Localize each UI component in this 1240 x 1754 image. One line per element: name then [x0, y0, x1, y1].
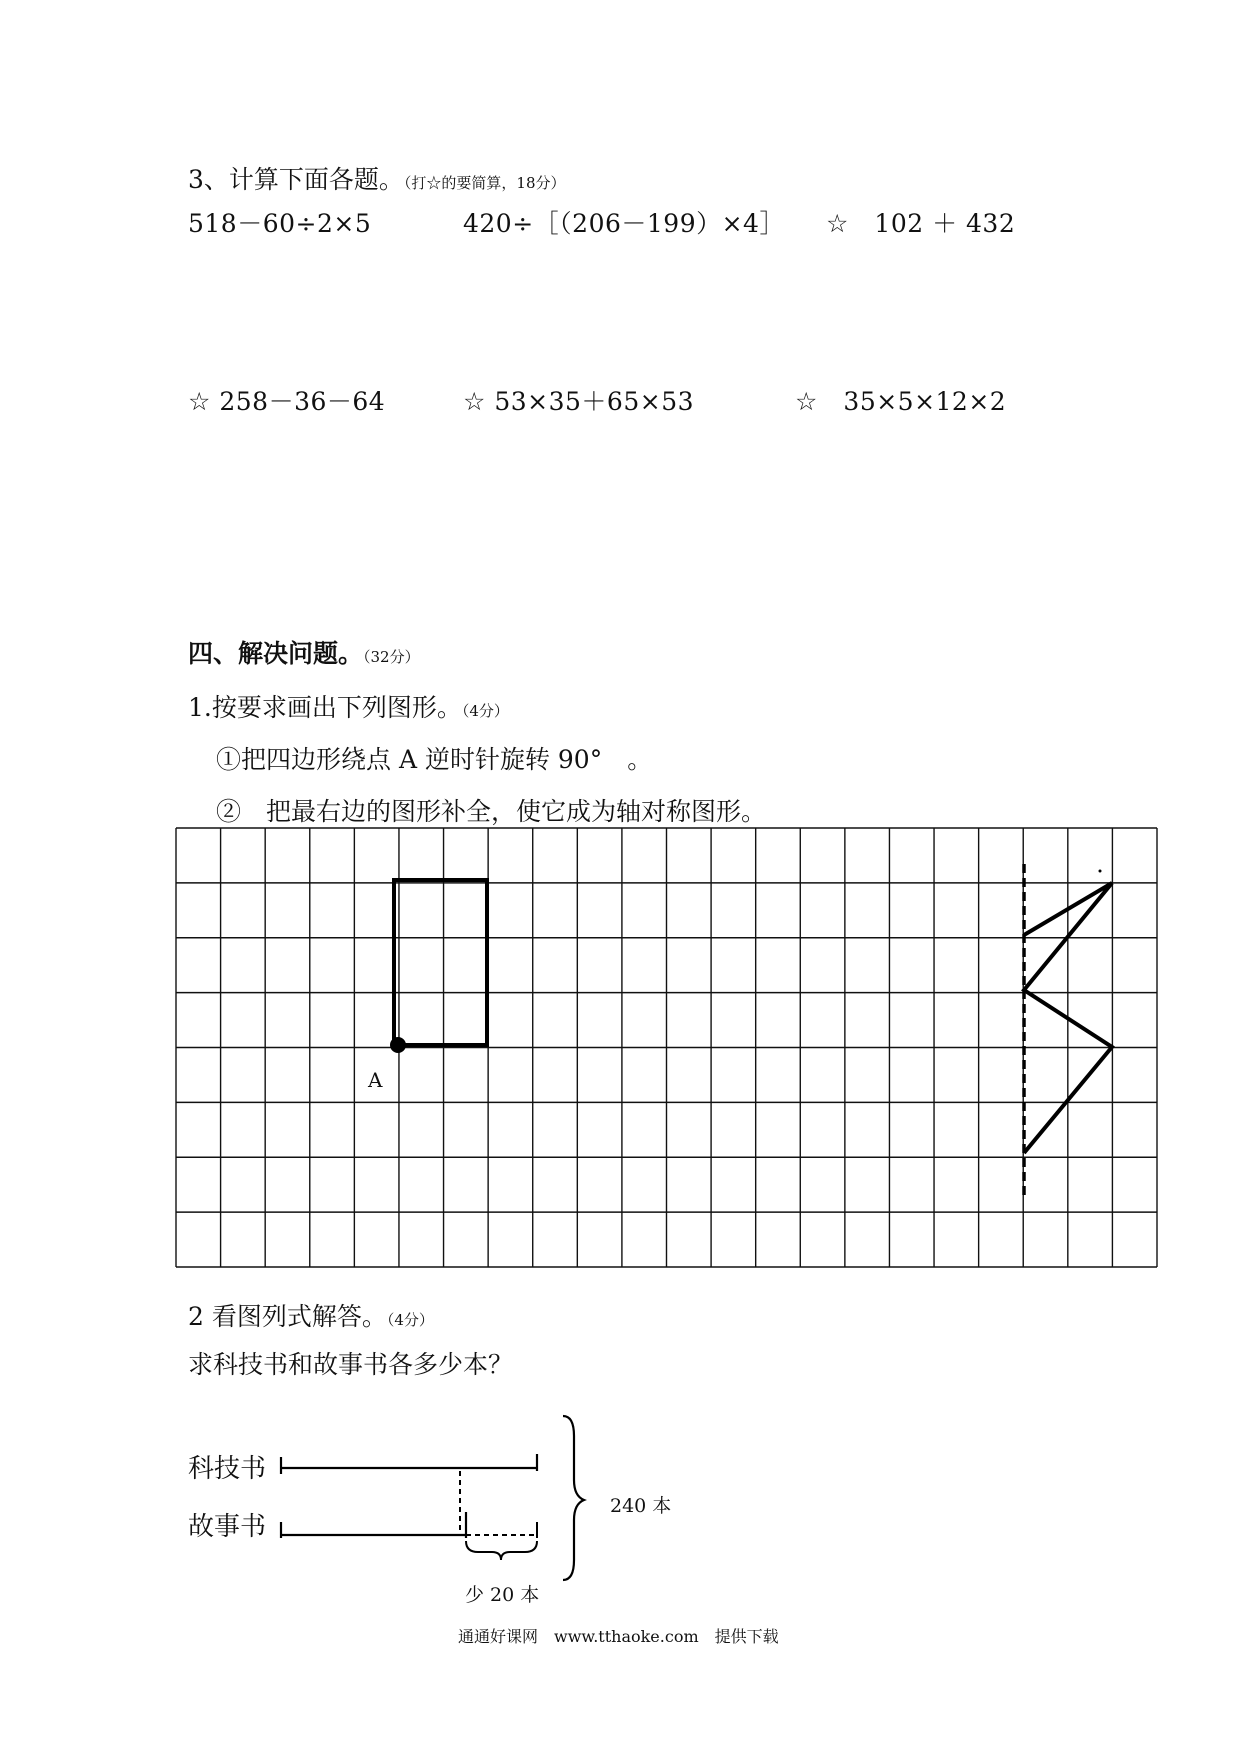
expr-3: ☆ 102 ＋ 432	[826, 209, 1016, 238]
label-science: 科技书	[188, 1454, 267, 1484]
label-story: 故事书	[188, 1512, 267, 1542]
q1-item1: ①把四边形绕点 A 逆时针旋转 90° 。	[216, 745, 653, 774]
q1-item2: ② 把最右边的图形补全，使它成为轴对称图形。	[216, 797, 767, 826]
q1-score: （4分）	[461, 702, 509, 720]
section3-title-text: 3、计算下面各题。	[188, 165, 404, 194]
q1-title-text: 1.按要求画出下列图形。	[188, 693, 462, 722]
point-a-label: A	[368, 1068, 383, 1092]
grid-lines	[176, 828, 1157, 1267]
expr-1: 518－60÷2×5	[188, 209, 372, 238]
segment-diagram	[281, 1416, 584, 1580]
section4-title-text: 四、解决问题。	[188, 639, 364, 668]
q2-score: （4分）	[386, 1311, 434, 1329]
section3-note: （打☆的要简算，18分）	[403, 174, 566, 192]
q2-title	[188, 1297, 434, 1333]
expr-4: ☆ 258－36－64	[188, 387, 386, 416]
quadrilateral	[394, 880, 487, 1045]
footer: 通通好课网 www.tthaoke.com 提供下载	[458, 1627, 779, 1646]
expr-5: ☆ 53×35＋65×53	[463, 387, 694, 416]
q2-question: 求科技书和故事书各多少本？	[188, 1350, 514, 1379]
total-brace	[563, 1416, 584, 1580]
stray-dot	[1099, 870, 1102, 873]
expr-2: 420÷［（206－199）×4］	[463, 209, 785, 238]
diff-label: 少 20 本	[465, 1584, 540, 1606]
total-label: 240 本	[610, 1495, 672, 1517]
point-a-dot	[390, 1037, 406, 1053]
expr-6: ☆ 35×5×12×2	[795, 387, 1007, 416]
diff-brace	[466, 1541, 537, 1560]
q2-title-text: 2 看图列式解答。	[188, 1302, 387, 1331]
section4-score: （32分）	[363, 648, 420, 666]
